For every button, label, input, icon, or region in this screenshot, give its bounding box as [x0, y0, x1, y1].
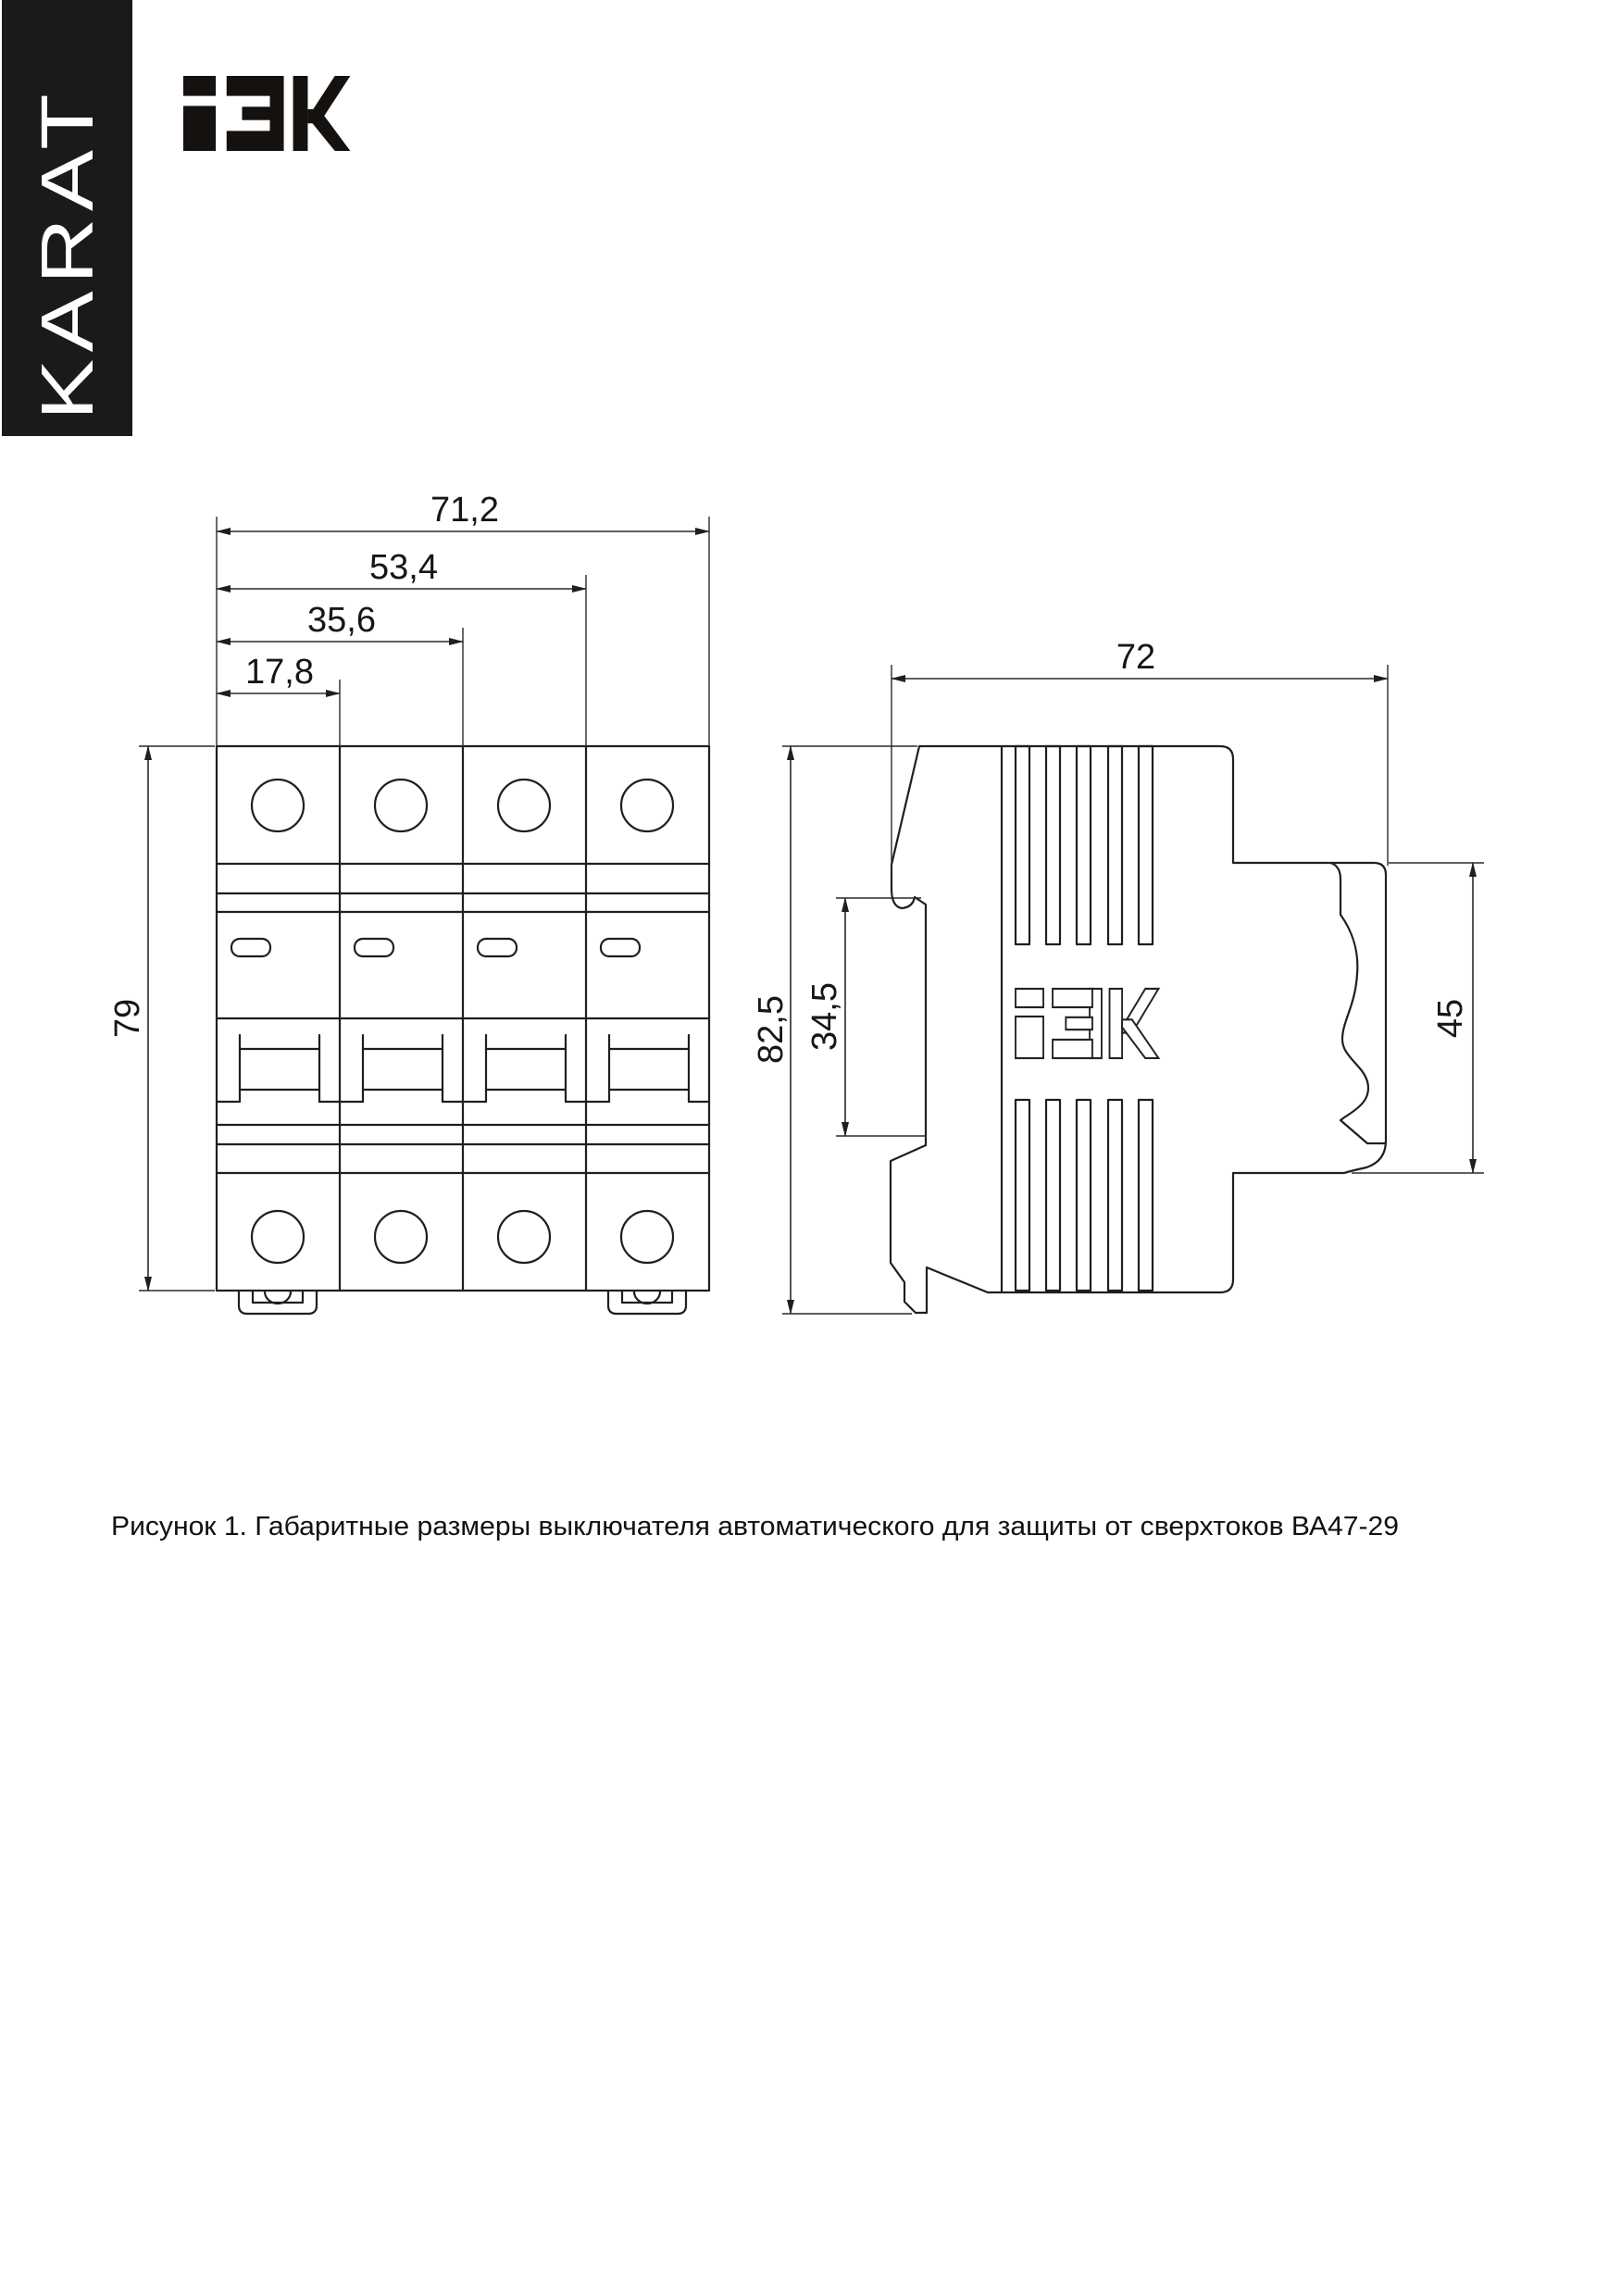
- iek-logo: [183, 76, 350, 151]
- dim-label-34-5: 34,5: [805, 982, 844, 1051]
- front-view: [108, 491, 709, 1314]
- dim-label-71-2: 71,2: [430, 491, 499, 530]
- dim-label-53-4: 53,4: [369, 548, 438, 587]
- brand-label: KARAT: [26, 151, 108, 420]
- brand-band: [2, 0, 132, 436]
- side-view: [752, 638, 1484, 1314]
- dim-label-17-8: 17,8: [245, 653, 314, 692]
- dim-label-72: 72: [1116, 638, 1156, 677]
- dim-label-45: 45: [1431, 998, 1470, 1039]
- dim-label-79: 79: [108, 998, 147, 1039]
- figure-caption: Рисунок 1. Габаритные размеры выключателя автоматического для защиты от сверхтоков ВА47-29: [111, 1512, 1399, 1541]
- dim-label-35-6: 35,6: [307, 601, 376, 640]
- dim-label-82-5: 82,5: [752, 995, 791, 1064]
- din-rail-tabs: [239, 1291, 686, 1314]
